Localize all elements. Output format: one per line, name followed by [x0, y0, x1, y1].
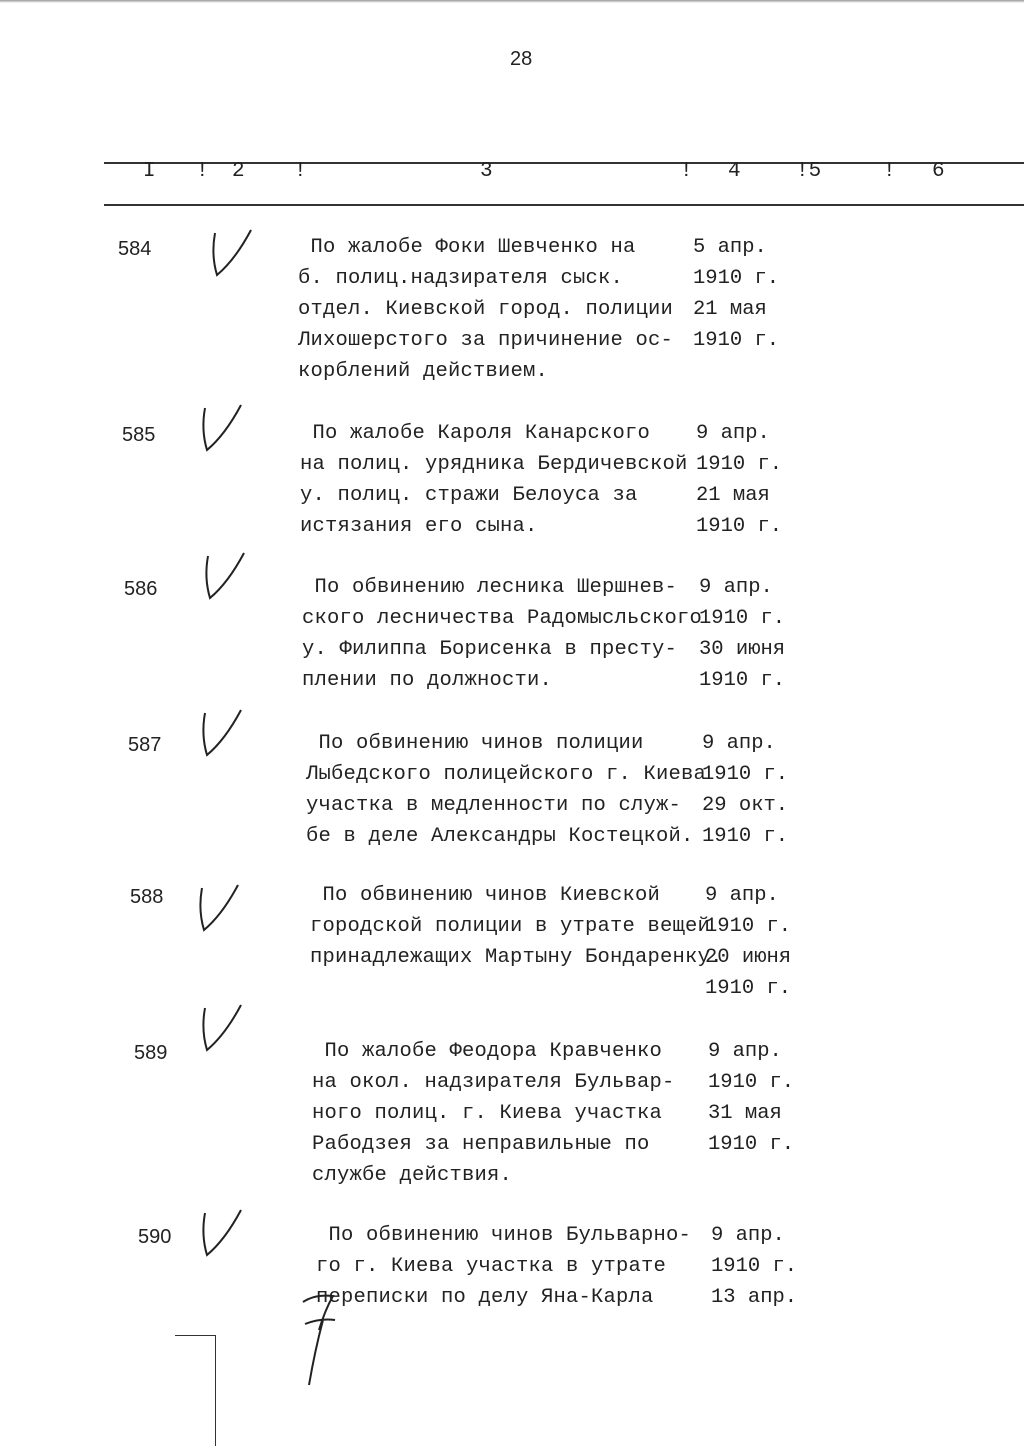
description-line: истязания его сына.	[300, 515, 538, 538]
date-line: 9 апр.	[699, 576, 773, 599]
entry-number: 584	[118, 238, 152, 260]
description-line: б. полиц.надзирателя сыск.	[298, 267, 624, 290]
description-line: участка в медленности по служ-	[306, 794, 682, 817]
col-header-3: 3	[480, 160, 493, 183]
date-line: 1910 г.	[699, 669, 786, 692]
entry-dates	[696, 418, 782, 542]
entry-dates	[702, 728, 788, 852]
description-line: По жалобе Фоки Шевченко на	[298, 236, 636, 259]
description-line: у. Филиппа Борисенка в престу-	[302, 638, 678, 661]
date-line: 1910 г.	[708, 1071, 795, 1094]
description-line: плении по должности.	[302, 669, 553, 692]
date-line: 21 мая	[693, 298, 767, 321]
entry-description	[298, 232, 673, 387]
handwritten-check-icon	[195, 1000, 255, 1060]
entry-description	[316, 1220, 691, 1313]
description-line: По жалобе Феодора Кравченко	[312, 1040, 663, 1063]
entry-number: 585	[122, 424, 156, 446]
date-line: 9 апр.	[702, 732, 776, 755]
date-line: 9 апр.	[705, 884, 779, 907]
date-line: 9 апр.	[711, 1224, 785, 1247]
col-sep: !	[680, 160, 693, 183]
date-line: 5 апр.	[693, 236, 767, 259]
scan-edge	[0, 0, 1024, 3]
col-header-6: 6	[932, 160, 945, 183]
date-line: 31 мая	[708, 1102, 782, 1125]
description-line: го г. Киева участка в утрате	[316, 1255, 667, 1278]
entry-number: 586	[124, 578, 158, 600]
description-line: ного полиц. г. Киева участка	[312, 1102, 663, 1125]
entry-number: 589	[134, 1042, 168, 1064]
date-line: 1910 г.	[696, 453, 783, 476]
entry-number: 590	[138, 1226, 172, 1248]
handwritten-check-icon	[198, 548, 258, 608]
date-line: 1910 г.	[711, 1255, 798, 1278]
entry-description	[302, 572, 702, 696]
date-line: 1910 г.	[708, 1133, 795, 1156]
description-line: принадлежащих Мартыну Бондаренку.	[310, 946, 723, 969]
date-line: 9 апр.	[696, 422, 770, 445]
col-header-2: 2	[232, 160, 245, 183]
date-line: 1910 г.	[702, 825, 789, 848]
entry-dates	[693, 232, 779, 356]
description-line: ского лесничества Радомысльского	[302, 607, 703, 630]
entry-dates	[705, 880, 791, 1004]
entry-number: 587	[128, 734, 162, 756]
description-line: Лыбедского полицейского г. Киева	[306, 763, 707, 786]
entry-dates	[708, 1036, 794, 1160]
handwritten-check-icon	[195, 400, 255, 460]
date-line: 1910 г.	[696, 515, 783, 538]
description-line: переписки по делу Яна-Карла	[316, 1286, 654, 1309]
handwritten-check-icon	[205, 225, 265, 285]
date-line: 13 апр.	[711, 1286, 798, 1309]
col-sep: !	[196, 160, 209, 183]
entry-number: 588	[130, 886, 164, 908]
date-line: 1910 г.	[702, 763, 789, 786]
description-line: По обвинению чинов Киевской	[310, 884, 661, 907]
description-line: корблений действием.	[298, 360, 549, 383]
handwritten-seven-mark	[295, 1290, 355, 1390]
description-line: По жалобе Кароля Канарского	[300, 422, 651, 445]
description-line: на полиц. урядника Бердичевской	[300, 453, 688, 476]
date-line: 30 июня	[699, 638, 786, 661]
entry-description	[310, 880, 723, 973]
description-line: службе действия.	[312, 1164, 513, 1187]
col-header-4: 4	[728, 160, 741, 183]
col-sep: !	[883, 160, 896, 183]
date-line: 1910 г.	[693, 267, 780, 290]
description-line: Рабодзея за неправильные по	[312, 1133, 650, 1156]
entry-description	[300, 418, 688, 542]
handwritten-check-icon	[192, 880, 252, 940]
description-line: отдел. Киевской город. полиции	[298, 298, 674, 321]
col-sep: !	[294, 160, 307, 183]
entry-description	[312, 1036, 675, 1191]
description-line: По обвинению чинов полиции	[306, 732, 644, 755]
handwritten-check-icon	[195, 705, 255, 765]
entry-description	[306, 728, 706, 852]
date-line: 21 мая	[696, 484, 770, 507]
description-line: бе в деле Александры Костецкой.	[306, 825, 694, 848]
description-line: на окол. надзирателя Бульвар-	[312, 1071, 675, 1094]
date-line: 1910 г.	[705, 915, 792, 938]
entry-dates	[711, 1220, 797, 1313]
date-line: 1910 г.	[699, 607, 786, 630]
date-line: 9 апр.	[708, 1040, 782, 1063]
description-line: По обвинению чинов Бульварно-	[316, 1224, 692, 1247]
page-number: 28	[510, 48, 533, 70]
date-line: 29 окт.	[702, 794, 789, 817]
date-line: 1910 г.	[693, 329, 780, 352]
description-line: По обвинению лесника Шершнев-	[302, 576, 678, 599]
description-line: у. полиц. стражи Белоуса за	[300, 484, 638, 507]
col-header-5: !5	[796, 160, 822, 183]
date-line: 1910 г.	[705, 977, 792, 1000]
date-line: 20 июня	[705, 946, 792, 969]
header-bottom-rule	[104, 204, 1024, 206]
description-line: Лихошерстого за причинение ос-	[298, 329, 674, 352]
description-line: городской полиции в утрате вещей	[310, 915, 711, 938]
handwritten-check-icon	[195, 1205, 255, 1265]
entry-dates	[699, 572, 785, 696]
col-header-1: I	[143, 160, 156, 183]
margin-bracket	[175, 1335, 216, 1446]
